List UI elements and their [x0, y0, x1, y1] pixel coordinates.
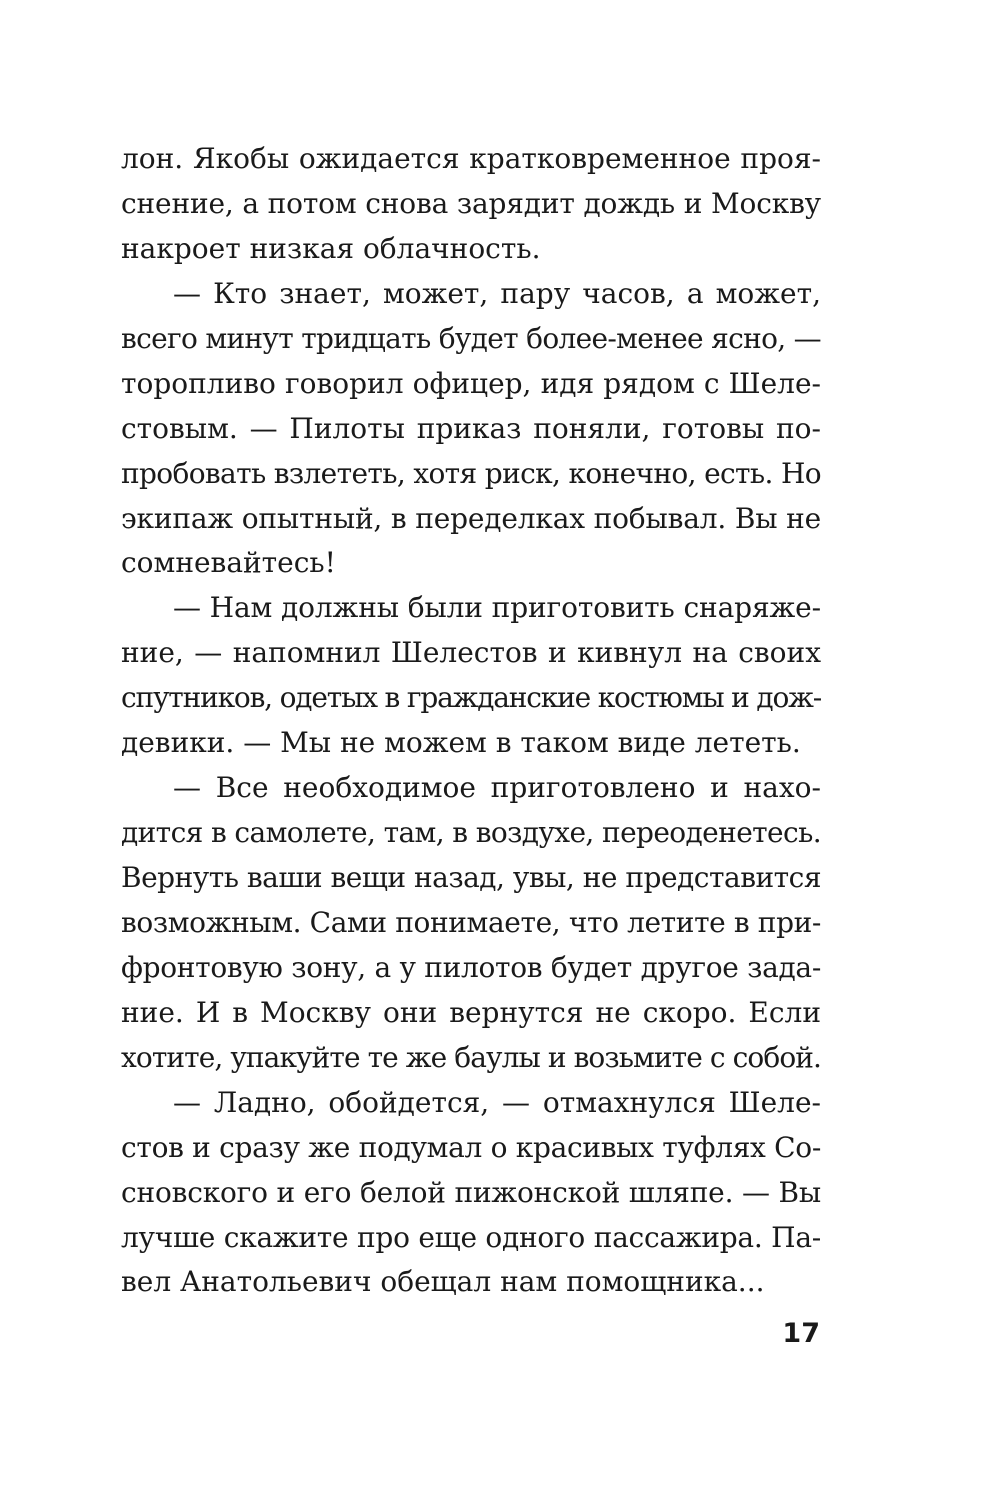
- text-line: девики. — Мы не можем в таком виде лететь.: [121, 726, 801, 760]
- text-line: накроет низкая облачность.: [121, 231, 541, 265]
- page-number: 17: [782, 1318, 820, 1349]
- body-text: [121, 137, 821, 1305]
- text-line: — Нам должны были приготовить снаряже-: [173, 591, 821, 625]
- text-line: — Все необходимое приготовлено и нахо-: [173, 771, 821, 805]
- text-line: сновского и его белой пижонской шляпе. — Вы: [121, 1175, 821, 1209]
- text-line: возможным. Сами понимаете, что летите в при-: [121, 905, 821, 939]
- text-line: вел Анатольевич обещал нам помощника...: [121, 1265, 765, 1299]
- text-line: ние, — напомнил Шелестов и кивнул на своих: [121, 636, 821, 670]
- text-line: Вернуть ваши вещи назад, увы, не представится: [121, 861, 821, 894]
- text-line: снение, а потом снова зарядит дождь и Москву: [121, 186, 821, 220]
- text-line: — Ладно, обойдется, — отмахнулся Шеле-: [173, 1085, 821, 1119]
- text-line: спутников, одетых в гражданские костюмы и дож-: [121, 681, 821, 715]
- text-line: хотите, упакуйте те же баулы и возьмите с собой.: [121, 1040, 821, 1074]
- text-line: экипаж опытный, в переделках побывал. Вы не: [121, 501, 821, 535]
- text-line: торопливо говорил офицер, идя рядом с Шеле-: [121, 366, 821, 400]
- text-line: пробовать взлететь, хотя риск, конечно, есть. Но: [121, 456, 821, 490]
- text-line: — Кто знает, может, пару часов, а может,: [173, 276, 821, 310]
- text-line: дится в самолете, там, в воздухе, переоденетесь.: [121, 816, 821, 850]
- text-line: ние. И в Москву они вернутся не скоро. Если: [121, 995, 821, 1029]
- text-line: стов и сразу же подумал о красивых туфлях Со-: [121, 1130, 821, 1164]
- text-line: всего минут тридцать будет более-менее ясно, —: [121, 321, 821, 355]
- text-line: лон. Якобы ожидается кратковременное проя-: [121, 142, 821, 175]
- text-line: лучше скажите про еще одного пассажира. Па-: [121, 1220, 821, 1254]
- text-line: сомневайтесь!: [121, 546, 336, 580]
- text-line: стовым. — Пилоты приказ поняли, готовы по-: [121, 411, 821, 445]
- text-line: фронтовую зону, а у пилотов будет другое зада-: [121, 950, 821, 984]
